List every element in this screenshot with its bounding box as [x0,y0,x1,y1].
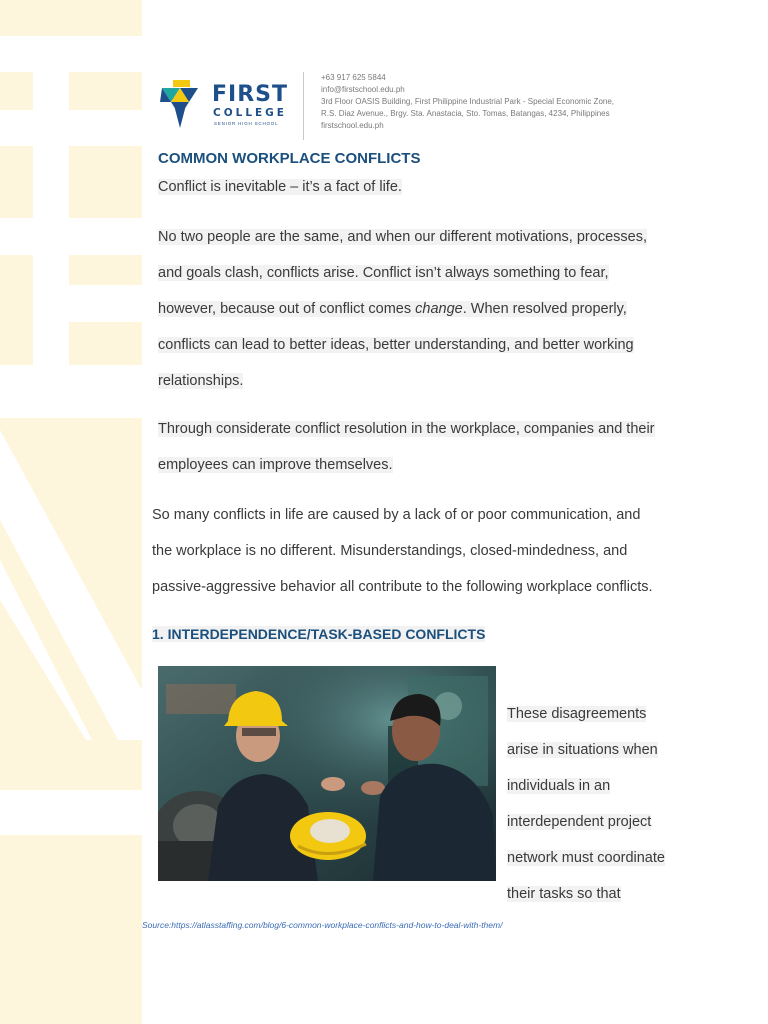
paragraph-1-line-4: conflicts can lead to better ideas, better understanding, and better working [158,337,634,353]
side-text-line-5: network must coordinate [507,850,665,866]
decorative-background [0,0,142,1024]
paragraph-2 [158,411,688,483]
paragraph-1-line-1: No two people are the same, and when our different motivations, processes, [158,229,647,245]
paragraph-1-line-2: and goals clash, conflicts arise. Conflict isn’t always something to fear, [158,265,609,281]
logo-subtitle: COLLEGE [213,107,287,119]
intro-line: Conflict is inevitable – it’s a fact of life. [158,179,402,195]
side-text-line-4: interdependent project [507,814,652,830]
paragraph-3 [152,497,692,605]
paragraph-1-line-5: relationships. [158,373,244,389]
side-text-line-6: their tasks so that [507,886,621,902]
paragraph-2-line-1: Through considerate conflict resolution in the workplace, companies and their [158,421,655,437]
workplace-photo [158,666,496,881]
first-college-triangle-logo-icon [160,80,200,130]
paragraph-1-line-3-start: however, because out of conflict comes [158,301,416,317]
paragraph-1-line-3 [158,301,627,317]
section-1-heading [152,626,485,642]
school-logo [160,80,290,132]
paragraph-3-line-1: So many conflicts in life are caused by a lack of or poor communication, and [152,507,641,523]
section-1-side-text [507,696,687,912]
contact-info [321,72,614,132]
contact-email: info@firstschool.edu.ph [321,85,405,94]
contact-address-line-1: 3rd Floor OASIS Building, First Philippine Industrial Park - Special Economic Zone, [321,97,615,106]
paragraph-2-line-2: employees can improve themselves. [158,457,393,473]
section-1-heading-text: 1. INTERDEPENDENCE/TASK-BASED CONFLICTS [152,626,486,642]
side-text-line-3: individuals in an [507,778,611,794]
side-text-line-1: These disagreements [507,706,647,722]
contact-phone: +63 917 625 5844 [321,73,386,82]
header-divider [303,72,304,140]
contact-website: firstschool.edu.ph [321,121,384,130]
paragraph-3-line-3: passive-aggressive behavior all contribute to the following workplace conflicts. [152,579,653,595]
intro-text [158,175,402,199]
paragraph-1-line-3-end: . When resolved properly, [462,301,627,317]
contact-address-line-2: R.S. Diaz Avenue., Brgy. Sta. Anastacia, Sto. Tomas, Batangas, 4234, Philippines [321,109,610,118]
paragraph-3-line-2: the workplace is no different. Misunderstandings, closed-mindedness, and [152,543,628,559]
source-link[interactable]: Source:https://atlasstaffing.com/blog/6-common-workplace-conflicts-and-how-to-deal-with-them/ [142,920,503,930]
paragraph-1 [158,219,678,399]
emphasis-change: change [415,301,463,317]
logo-wordmark: FIRST [212,82,289,107]
logo-tagline: SENIOR HIGH SCHOOL [214,121,279,126]
page-title: COMMON WORKPLACE CONFLICTS [158,150,421,167]
side-text-line-2: arise in situations when [507,742,658,758]
